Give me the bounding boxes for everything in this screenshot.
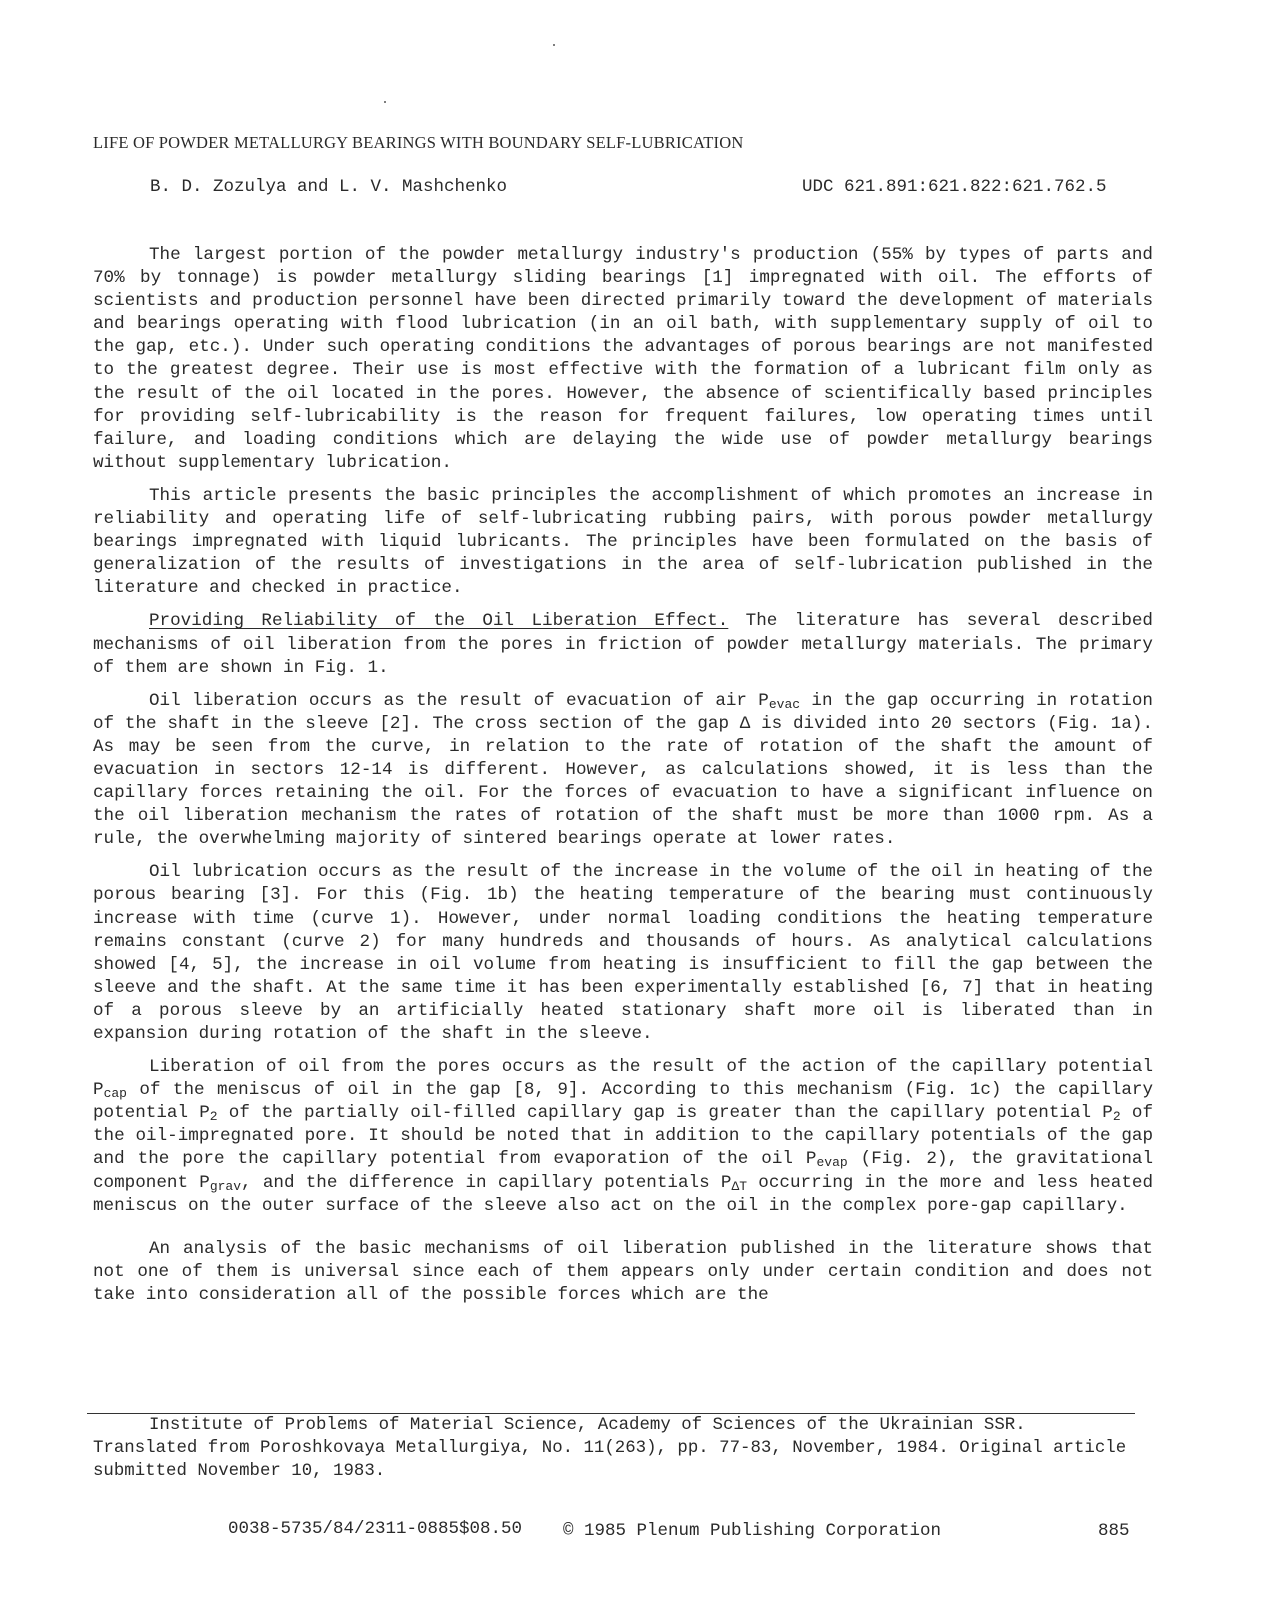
subscript: 2 xyxy=(209,1109,218,1125)
text-run: (Fig. 2), the gravitational component P xyxy=(93,1149,1153,1193)
scan-speck xyxy=(384,101,386,103)
text-run: Oil liberation occurs as the result of evacuation of air P xyxy=(149,690,769,711)
subscript: grav xyxy=(209,1178,242,1194)
footnote xyxy=(93,1414,1153,1483)
text-run: of the meniscus of oil in the gap [8, 9]. According to this mechanism (Fig. 1c) the capillary potential P xyxy=(93,1080,1153,1124)
subscript: evap xyxy=(816,1155,848,1171)
text-run: Liberation of oil from the pores occurs as the result of the action of the capillary potential P xyxy=(93,1057,1153,1101)
article-body xyxy=(93,244,1153,1307)
paragraph-2: This article presents the basic principles the accomplishment of which promotes an increase in reliability and operating life of self-lubricating rubbing pairs, with porous powder metallurgy bearings impregnated with liquid lubricants. The principles have been formulated on the basis of generalization of the results of investigations in the area of self-lubrication published in the literature and checked in practice. xyxy=(93,485,1153,599)
paragraph-7: An analysis of the basic mechanisms of oil liberation published in the literature shows that not one of them is universal since each of them appears only under certain condition and does not take into consideration all of the possible forces which are the xyxy=(93,1238,1153,1305)
article-authors: B. D. Zozulya and L. V. Mashchenko xyxy=(150,177,508,197)
subscript: cap xyxy=(103,1086,127,1102)
subscript: evac xyxy=(768,696,801,712)
page-number: 885 xyxy=(1098,1521,1130,1541)
paragraph-5: Oil lubrication occurs as the result of the increase in the volume of the oil in heating of the porous bearing [3]. For this (Fig. 1b) the heating temperature of the bearing must continuously increase with time (curve 1). However, under normal loading conditions the heating temperature remains constant (curve 2) for many hundreds and thousands of hours. As analytical calculations showed [4, 5], the increase in oil volume from heating is insufficient to fill the gap between the sleeve and the shaft. At the same time it has been experimentally established [6, 7] that in heating of a porous sleeve by an artificially heated stationary shaft more oil is liberated than in expansion during rotation of the shaft in the sleeve. xyxy=(93,862,1153,1044)
scan-speck xyxy=(553,44,555,46)
paragraph-3 xyxy=(93,610,1153,679)
paragraph-3-text: The literature has several described mechanisms of oil liberation from the pores in friction of powder metallurgy materials. The primary of them are shown in Fig. 1. xyxy=(93,611,1153,678)
text-run: , and the difference in capillary potentials P xyxy=(241,1172,732,1193)
text-run: of the partially oil-filled capillary gap is greater than the capillary potential P xyxy=(217,1103,1113,1124)
subscript: 2 xyxy=(1112,1109,1121,1125)
article-title: LIFE OF POWDER METALLURGY BEARINGS WITH BOUNDARY SELF-LUBRICATION xyxy=(93,133,744,152)
text-run: of the oil-impregnated pore. It should be noted that in addition to the capillary potentials of the gap and the pore the capillary potential from evaporation of the oil P xyxy=(93,1103,1154,1170)
section-heading: Providing Reliability of the Oil Liberation Effect. xyxy=(149,611,729,632)
udc-code: UDC 621.891:621.822:621.762.5 xyxy=(802,177,1107,197)
paragraph-1: The largest portion of the powder metallurgy industry's production (55% by types of parts and 70% by tonnage) is powder metallurgy sliding bearings [1] impregnated with oil. The efforts of scientists and production personnel have been directed primarily toward the development of materials and bearings operating with flood lubrication (in an oil bath, with supplementary supply of oil to the gap, etc.). Under such operating conditions the advantages of porous bearings are not manifested to the greatest degree. Their use is most effective with the formation of a lubricant film only as the result of the oil located in the pores. However, the absence of scientifically based principles for providing self-lubricability is the reason for frequent failures, low operating times until failure, and loading conditions which are delaying the wide use of powder metallurgy bearings without supplementary lubrication. xyxy=(93,245,1153,473)
copyright-notice: © 1985 Plenum Publishing Corporation xyxy=(563,1521,942,1541)
text-run: occurring in the more and less heated meniscus on the outer surface of the sleeve also act on the oil in the complex pore-gap capillary. xyxy=(93,1172,1154,1216)
subscript: ΔT xyxy=(731,1178,748,1194)
article-code: 0038-5735/84/2311-0885$08.50 xyxy=(228,1519,523,1539)
paragraph-4 xyxy=(93,690,1153,852)
footnote-translation: Translated from Poroshkovaya Metallurgiya, No. 11(263), pp. 77-83, November, 1984. Original article submitted November 10, 1983. xyxy=(93,1439,1127,1481)
text-run: in the gap occurring in rotation of the shaft in the sleeve [2]. The cross section of the gap Δ is divided into 20 sectors (Fig. 1a). As may be seen from the curve, in relation to the rate of rotation of the shaft the amount of evacuation in sectors 12-14 is different. However, as calculations showed, it is less than the capillary forces retaining the oil. For the forces of evacuation to have a significant influence on the oil liberation mechanism the rates of rotation of the shaft must be more than 1000 rpm. As a rule, the overwhelming majority of sintered bearings operate at lower rates. xyxy=(93,690,1153,850)
footnote-affiliation: Institute of Problems of Material Science, Academy of Sciences of the Ukrainian SSR. xyxy=(149,1416,1026,1435)
paragraph-6 xyxy=(93,1056,1153,1218)
